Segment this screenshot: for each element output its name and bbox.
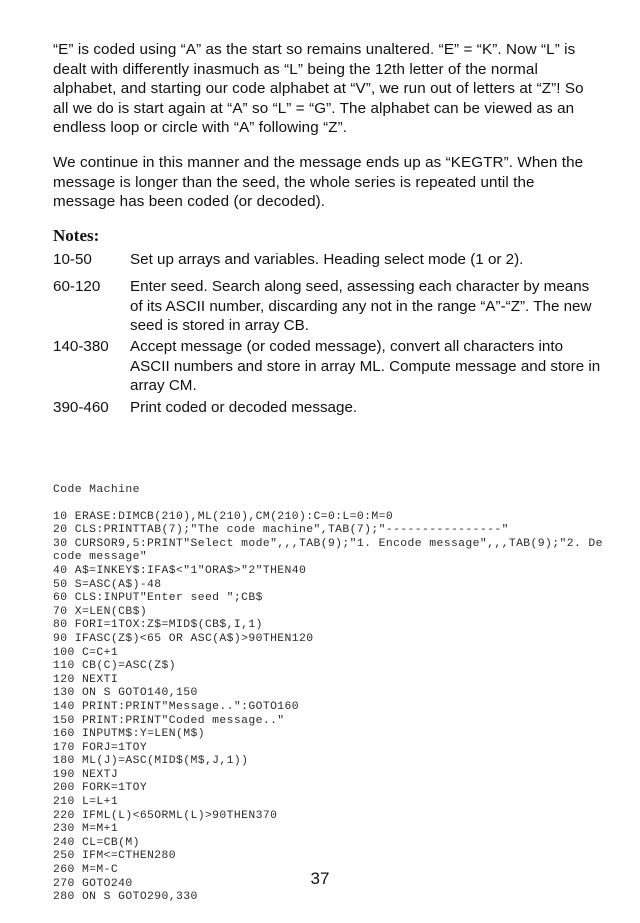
paragraph-continuation: We continue in this manner and the message ends up as “KEGTR”. When the message is longer than the seed, the whole series is repeated until the message has been coded (or decoded). [53,154,584,211]
code-line: 50 S=ASC(A$)-48 [53,578,162,591]
code-line: 100 C=C+1 [53,646,119,659]
note-description: Set up arrays and variables. Heading select mode (1 or 2). [130,251,524,268]
code-line: 180 ML(J)=ASC(MID$(M$,J,1)) [53,755,249,768]
code-line: 230 M=M+1 [53,823,119,836]
code-line: 170 FORJ=1TOY [53,741,148,754]
code-line: 250 IFM<=CTHEN280 [53,850,177,863]
code-line: 80 FORI=1TOX:Z$=MID$(CB$,I,1) [53,619,263,632]
note-line-range: 390-460 [53,399,109,416]
listing-title: Code Machine [53,484,140,496]
code-line: 190 NEXTJ [53,768,119,781]
code-line: 140 PRINT:PRINT"Message..":GOTO160 [53,700,300,713]
code-line: 240 CL=CB(M) [53,836,140,849]
code-line: 150 PRINT:PRINT"Coded message.." [53,714,285,727]
note-line-range: 140-380 [53,338,109,355]
note-description: Accept message (or coded message), convert all characters into ASCII numbers and store in array ML. Compute message and store in array CM. [130,338,601,395]
note-line-range: 10-50 [53,251,92,268]
code-line: 210 L=L+1 [53,796,119,809]
code-line: 110 CB(C)=ASC(Z$) [53,660,177,673]
code-line: 220 IFML(L)<65ORML(L)>90THEN370 [53,809,278,822]
code-line: 200 FORK=1TOY [53,782,148,795]
code-line: 90 IFASC(Z$)<65 OR ASC(A$)>90THEN120 [53,632,314,645]
code-line: 40 A$=INKEY$:IFA$<"1"ORA$>"2"THEN40 [53,564,307,577]
code-line: 60 CLS:INPUT"Enter seed ";CB$ [53,592,263,605]
code-line: 280 ON S GOTO290,330 [53,891,198,904]
notes-heading: Notes: [53,226,100,245]
code-line: 260 M=M-C [53,864,119,877]
note-description: Enter seed. Search along seed, assessing each character by means of its ASCII number, discarding any not in the range “A”-“Z”. The new seed is stored in array CB. [130,278,592,335]
code-line: 70 X=LEN(CB$) [53,605,148,618]
note-line-range: 60-120 [53,278,101,295]
note-description: Print coded or decoded message. [130,399,358,416]
code-line: 160 INPUTM$:Y=LEN(M$) [53,728,205,741]
basic-program-listing [53,484,608,905]
code-line: 20 CLS:PRINTTAB(7);"The code machine",TAB(7);"----------------" [53,524,509,537]
code-line: 270 GOTO240 [53,877,133,890]
code-line: 30 CURSOR9,5:PRINT"Select mode",,,TAB(9);"1. Encode message",,,TAB(9);"2. Decode message" [53,537,603,564]
code-line: 130 ON S GOTO140,150 [53,687,198,700]
code-line: 120 NEXTI [53,673,119,686]
paragraph-coding-explanation: “E” is coded using “A” as the start so remains unaltered. “E” = “K”. Now “L” is dealt with differently inasmuch as “L” being the 12th letter of the normal alphabet, and starting our code alphabet at “V”, we run out of letters at “Z”! So all we do is start again at “A” so “L” = “G”. The alphabet can be viewed as an endless loop or circle with “A” following “Z”. [53,41,584,137]
code-line: 10 ERASE:DIMCB(210),ML(210),CM(210):C=0:L=0:M=0 [53,510,394,523]
page-number: 37 [310,869,330,888]
